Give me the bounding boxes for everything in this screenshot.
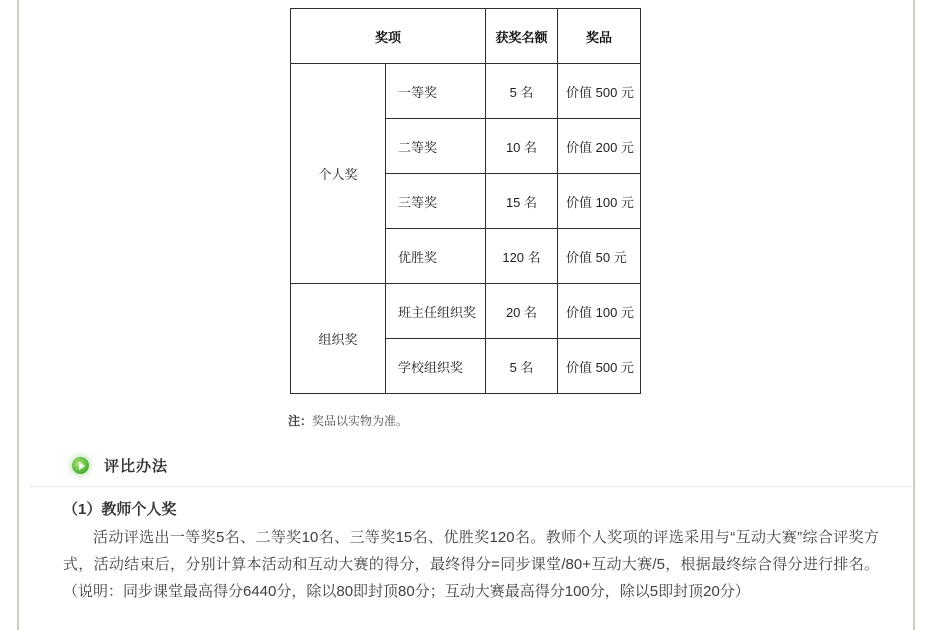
- award-cell: 优胜奖: [386, 229, 486, 284]
- prize-cell: 价值 50 元: [558, 229, 641, 284]
- table-note: [288, 412, 408, 429]
- award-cell: 二等奖: [386, 119, 486, 174]
- section-title: 评比办法: [104, 458, 169, 475]
- section-header: [72, 455, 168, 476]
- header-award-category: 奖项: [291, 9, 486, 64]
- quota-cell: 5 名: [486, 339, 558, 394]
- quota-cell: 10 名: [486, 119, 558, 174]
- quota-cell: 5 名: [486, 64, 558, 119]
- table-header-row: [291, 9, 641, 64]
- award-group-cell: 个人奖: [291, 64, 386, 284]
- prize-cell: 价值 100 元: [558, 284, 641, 339]
- page-left-border: [17, 0, 19, 630]
- body-paragraph: 活动评选出一等奖5名、二等奖10名、三等奖15名、优胜奖120名。教师个人奖项的评选采用与“互动大赛”综合评奖方式，活动结束后，分别计算本活动和互动大赛的得分，最终得分=同步课堂/80+互动大赛/5，根据最终综合得分进行排名。（说明：同步课堂最高得分6440分，除以80即封顶80分；互动大赛最高得分100分，除以5即封顶20分）: [63, 529, 879, 600]
- prize-cell: 价值 500 元: [558, 64, 641, 119]
- prize-cell: 价值 200 元: [558, 119, 641, 174]
- quota-cell: 15 名: [486, 174, 558, 229]
- subsection-heading: （1）教师个人奖: [63, 501, 177, 518]
- prize-cell: 价值 100 元: [558, 174, 641, 229]
- prize-cell: 价值 500 元: [558, 339, 641, 394]
- section-divider: [30, 486, 914, 487]
- note-label: 注：: [288, 414, 313, 428]
- award-group-cell: 组织奖: [291, 284, 386, 394]
- header-winner-quota: 获奖名额: [486, 9, 558, 64]
- award-cell: 班主任组织奖: [386, 284, 486, 339]
- award-cell: 学校组织奖: [386, 339, 486, 394]
- quota-cell: 20 名: [486, 284, 558, 339]
- header-prize: 奖品: [558, 9, 641, 64]
- table-row: [291, 284, 641, 339]
- note-text: 奖品以实物为准。: [312, 414, 409, 428]
- page-right-border: [913, 0, 915, 630]
- awards-table-wrapper: [290, 8, 641, 394]
- table-row: [291, 64, 641, 119]
- award-cell: 一等奖: [386, 64, 486, 119]
- award-cell: 三等奖: [386, 174, 486, 229]
- green-bullet-icon: [72, 457, 89, 474]
- quota-cell: 120 名: [486, 229, 558, 284]
- awards-table: [290, 8, 641, 394]
